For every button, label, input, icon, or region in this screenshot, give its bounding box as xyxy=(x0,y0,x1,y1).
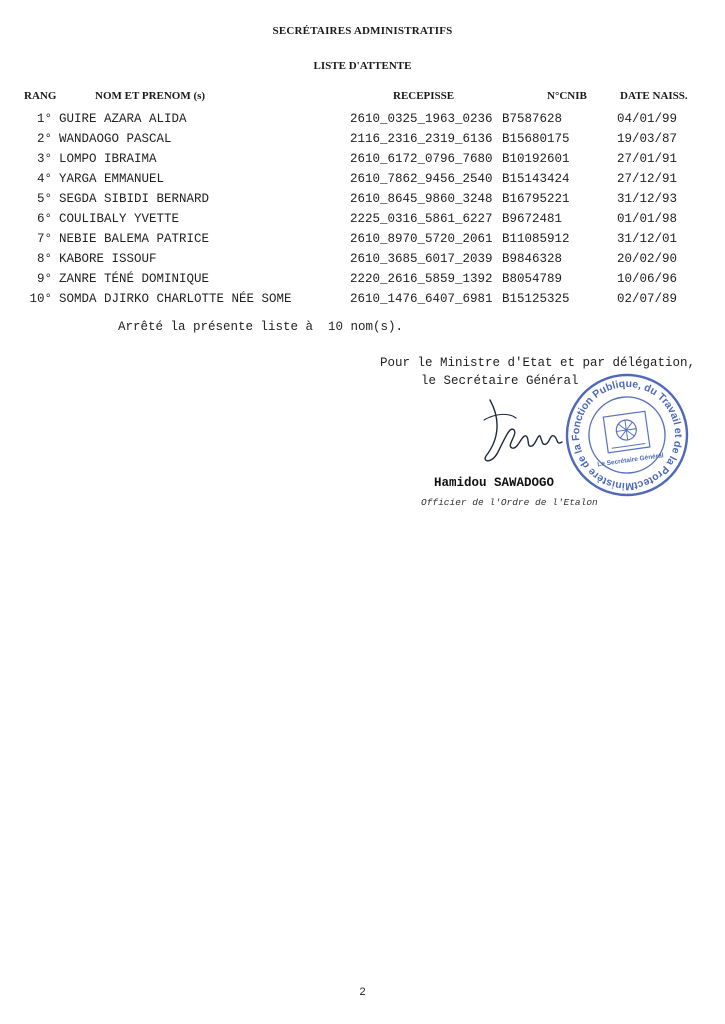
table-row xyxy=(0,152,725,172)
delegation-line: Pour le Ministre d'Etat et par délégation, xyxy=(379,356,695,370)
row-recepisse: 2610_3685_6017_2039 xyxy=(350,252,493,266)
row-name: SOMDA DJIRKO CHARLOTTE NÉE SOME xyxy=(59,292,292,306)
row-recepisse: 2225_0316_5861_6227 xyxy=(350,212,493,226)
column-header-cnib: N°CNIB xyxy=(547,90,587,102)
stamp-center-text: Le Secrétaire Général xyxy=(596,452,665,469)
row-recepisse: 2610_8645_9860_3248 xyxy=(350,192,493,206)
row-cnib: B7587628 xyxy=(502,112,563,126)
row-date: 27/12/91 xyxy=(617,172,678,186)
secretary-general-line: le Secrétaire Général xyxy=(421,374,579,388)
row-date: 04/01/99 xyxy=(617,112,678,126)
row-rank: 10° xyxy=(29,292,52,306)
row-rank: 5° xyxy=(36,192,52,206)
row-cnib: B11085912 xyxy=(502,232,570,246)
row-name: KABORE ISSOUF xyxy=(59,252,157,266)
row-recepisse: 2220_2616_5859_1392 xyxy=(350,272,493,286)
candidate-table xyxy=(0,112,725,312)
row-rank: 9° xyxy=(36,272,52,286)
row-name: NEBIE BALEMA PATRICE xyxy=(59,232,210,246)
row-recepisse: 2610_7862_9456_2540 xyxy=(350,172,493,186)
page-subtitle: LISTE D'ATTENTE xyxy=(313,60,412,72)
row-recepisse: 2610_8970_5720_2061 xyxy=(350,232,493,246)
column-header-nom: NOM ET PRENOM (s) xyxy=(95,90,206,102)
row-cnib: B15143424 xyxy=(502,172,570,186)
row-rank: 3° xyxy=(36,152,52,166)
closing-statement: Arrêté la présente liste à 10 nom(s). xyxy=(118,320,404,334)
row-cnib: B15680175 xyxy=(502,132,570,146)
row-date: 01/01/98 xyxy=(617,212,678,226)
row-name: ZANRE TÉNÉ DOMINIQUE xyxy=(59,272,210,286)
row-date: 02/07/89 xyxy=(617,292,678,306)
row-name: LOMPO IBRAIMA xyxy=(59,152,157,166)
row-rank: 6° xyxy=(36,212,52,226)
row-rank: 4° xyxy=(36,172,52,186)
row-date: 10/06/96 xyxy=(617,272,678,286)
row-recepisse: 2610_6172_0796_7680 xyxy=(350,152,493,166)
row-name: SEGDA SIBIDI BERNARD xyxy=(59,192,210,206)
row-date: 20/02/90 xyxy=(617,252,678,266)
row-cnib: B9846328 xyxy=(502,252,563,266)
row-cnib: B15125325 xyxy=(502,292,570,306)
official-stamp-icon xyxy=(552,370,702,500)
stamp-ring-text: Ministère de la Fonction Publique, du Travail et de la Protection xyxy=(569,377,685,493)
table-row xyxy=(0,292,725,312)
row-cnib: B8054789 xyxy=(502,272,563,286)
row-rank: 2° xyxy=(36,132,52,146)
table-row xyxy=(0,212,725,232)
row-name: YARGA EMMANUEL xyxy=(59,172,165,186)
row-recepisse: 2116_2316_2319_6136 xyxy=(350,132,493,146)
row-recepisse: 2610_0325_1963_0236 xyxy=(350,112,493,126)
row-cnib: B16795221 xyxy=(502,192,570,206)
row-date: 31/12/01 xyxy=(617,232,678,246)
table-row xyxy=(0,172,725,192)
table-row xyxy=(0,232,725,252)
row-name: GUIRE AZARA ALIDA xyxy=(59,112,187,126)
svg-text:Ministère de la Fonction Publi xyxy=(552,370,692,500)
row-date: 27/01/91 xyxy=(617,152,678,166)
column-header-recepisse: RECEPISSE xyxy=(393,90,455,102)
row-rank: 7° xyxy=(36,232,52,246)
page-title: SECRÉTAIRES ADMINISTRATIFS xyxy=(272,25,453,37)
table-row xyxy=(0,112,725,132)
row-cnib: B9672481 xyxy=(502,212,563,226)
row-name: COULIBALY YVETTE xyxy=(59,212,180,226)
table-row xyxy=(0,132,725,152)
signer-distinction: Officier de l'Ordre de l'Etalon xyxy=(421,497,598,508)
table-row xyxy=(0,272,725,292)
row-date: 19/03/87 xyxy=(617,132,678,146)
column-header-rang: RANG xyxy=(24,90,57,102)
row-rank: 1° xyxy=(36,112,52,126)
row-name: WANDAOGO PASCAL xyxy=(59,132,172,146)
row-recepisse: 2610_1476_6407_6981 xyxy=(350,292,493,306)
table-row xyxy=(0,192,725,212)
row-rank: 8° xyxy=(36,252,52,266)
row-cnib: B10192601 xyxy=(502,152,570,166)
page-number: 2 xyxy=(359,986,366,998)
signer-name: Hamidou SAWADOGO xyxy=(434,476,555,490)
row-date: 31/12/93 xyxy=(617,192,678,206)
table-row xyxy=(0,252,725,272)
column-header-date: DATE NAISS. xyxy=(620,90,688,102)
